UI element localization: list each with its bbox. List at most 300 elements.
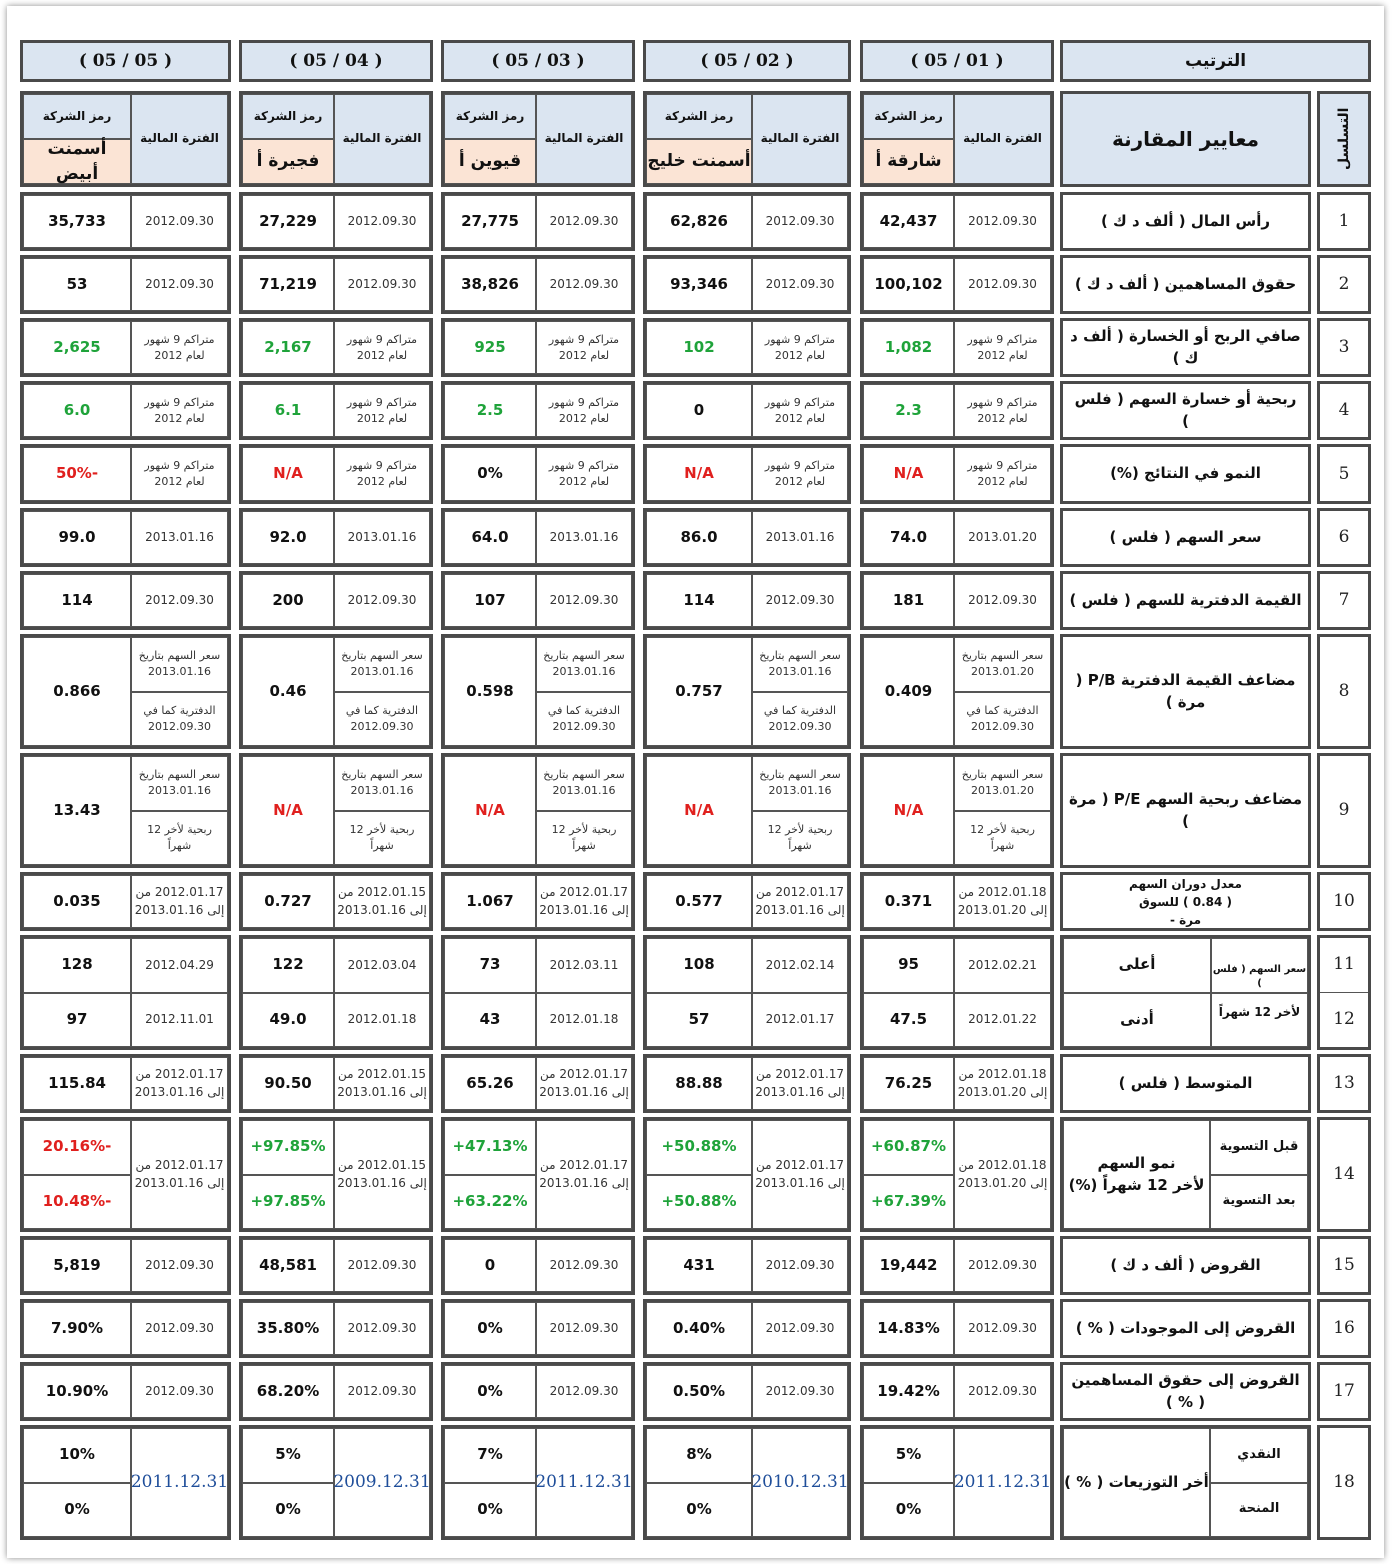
value-top: 50.88%+: [646, 1120, 752, 1175]
company-name: فجيرة أ: [242, 139, 334, 184]
from-date: 2012.01.17: [154, 1158, 224, 1173]
from-word: من: [135, 1158, 152, 1173]
data-cell: [643, 1054, 851, 1113]
distribution-date: 2011.12.31: [131, 1428, 228, 1537]
criteria-cell: [1060, 1299, 1311, 1358]
value: 431: [646, 1239, 752, 1292]
data-cell: [441, 1425, 635, 1540]
data-cell: [239, 935, 433, 1050]
book-date-note: [954, 692, 1051, 747]
note-line: لعام 2012: [154, 411, 205, 425]
data-cell: [20, 872, 231, 931]
criteria-label: القروض إلى الموجودات ( % ): [1075, 1318, 1296, 1337]
note-line: متراكم 9 شهور: [967, 395, 1038, 409]
value-top: 5%: [242, 1428, 334, 1483]
from-word: من: [755, 1067, 772, 1082]
from-date: 2012.01.15: [357, 885, 427, 900]
data-cell: [441, 1236, 635, 1295]
serial-cell: [1317, 381, 1371, 440]
distribution-date: 2011.12.31: [536, 1428, 632, 1537]
date-range: [752, 1120, 848, 1229]
to-date: 2013.01.20: [957, 902, 1027, 917]
value: 14.83%: [863, 1302, 954, 1355]
data-cell: [860, 1425, 1054, 1540]
value: 115.84: [23, 1057, 131, 1110]
date: 2012.09.30: [536, 1365, 632, 1418]
serial-cell: [1317, 1362, 1371, 1421]
data-cell: [441, 753, 635, 868]
value-low: 43: [444, 993, 536, 1048]
note-line: لعام 2012: [774, 475, 826, 488]
note-line: لعام 2012: [558, 411, 610, 425]
serial-number: 1: [1338, 211, 1350, 232]
from-date: 2012.01.15: [357, 1067, 427, 1082]
note-line: شهراً: [572, 838, 596, 852]
date-high: 2012.03.04: [334, 938, 430, 993]
fiscal-label: الفترة المالية: [131, 94, 228, 184]
criteria-label: نمو السهم: [1097, 1153, 1176, 1172]
note-line: 2013.01.16: [350, 665, 414, 679]
data-cell: [20, 381, 231, 440]
data-cell: [20, 1362, 231, 1421]
price-date-note: [334, 756, 430, 811]
data-cell: [441, 381, 635, 440]
data-cell: [643, 508, 851, 567]
data-cell: [441, 571, 635, 630]
serial-number: 16: [1333, 1318, 1355, 1339]
date-from: [338, 884, 426, 901]
note-line: 2013.01.20: [971, 665, 1034, 679]
period-note: [752, 321, 848, 374]
date-from: [135, 884, 223, 901]
date: 2012.09.30: [536, 258, 632, 311]
criteria-label-2: ( 0.84 ) للسوق: [1139, 894, 1232, 909]
to-word: إلى: [1030, 902, 1048, 917]
note-line: 2013.01.16: [768, 665, 832, 679]
to-word: إلى: [827, 1175, 845, 1190]
value-top: 97.85%+: [242, 1120, 334, 1175]
note-line: الدفترية كما في: [345, 703, 419, 717]
data-cell: [239, 381, 433, 440]
serial-number: 7: [1338, 590, 1350, 611]
data-cell: [20, 192, 231, 251]
criteria-label: [1063, 875, 1308, 928]
period-header-3: [441, 40, 635, 82]
value: 35.80%: [242, 1302, 334, 1355]
serial-cell: [1317, 444, 1371, 504]
date-to: [539, 902, 629, 919]
note-line: سعر السهم بتاريخ: [341, 768, 423, 782]
criteria-label: رأس المال ( ألف د ك ): [1100, 211, 1271, 230]
note-line: لعام 2012: [977, 348, 1028, 362]
date-range: [954, 1057, 1051, 1110]
price-date-note: [536, 637, 632, 692]
value: 102: [646, 321, 752, 374]
price-date-note: [131, 756, 228, 811]
from-date: 2012.01.18: [977, 885, 1047, 900]
value-top: 60.87%+: [863, 1120, 954, 1175]
serial-number: 6: [1338, 527, 1350, 548]
value: 90.50: [242, 1057, 334, 1110]
date-from: [540, 1066, 628, 1083]
serial-number: 8: [1338, 681, 1350, 702]
value: N/A: [646, 756, 752, 865]
to-date: 2013.01.16: [539, 1084, 608, 1099]
date-range: [131, 1120, 228, 1229]
date-to: [135, 1175, 225, 1192]
value: 38,826: [444, 258, 536, 311]
value: N/A: [444, 756, 536, 865]
date: 2012.09.30: [536, 1302, 632, 1355]
criteria-cell: [1060, 1117, 1311, 1232]
criteria-cell: [1060, 444, 1311, 504]
note-line: متراكم 9 شهور: [346, 332, 418, 346]
criteria-label: القروض ( ألف د ك ): [1110, 1255, 1261, 1274]
value-bottom: 0%: [646, 1483, 752, 1538]
criteria-label: صافي الربح أو الخسارة ( ألف د ك ): [1070, 326, 1301, 367]
data-cell: [239, 872, 433, 931]
date-range: [954, 1120, 1051, 1229]
criteria-sub-1: النقدي: [1210, 1428, 1308, 1483]
note-line: ربحية لأخر 12: [147, 822, 212, 836]
date: 2012.09.30: [954, 258, 1051, 311]
data-cell: [239, 1117, 433, 1232]
criteria-header: [1060, 91, 1311, 187]
note-line: الدفترية كما في: [763, 703, 837, 717]
from-date: 2012.01.18: [977, 1158, 1047, 1173]
criteria-cell: [1060, 1362, 1311, 1421]
date: 2012.09.30: [334, 1239, 430, 1292]
value: 53: [23, 258, 131, 311]
data-cell: [860, 192, 1054, 251]
period-note: [536, 447, 632, 501]
note-line: سعر السهم بتاريخ: [759, 649, 841, 663]
note-line: متراكم 9 شهور: [144, 459, 215, 473]
company-header-3: [441, 91, 635, 187]
data-cell: [239, 508, 433, 567]
to-date: 2013.01.16: [134, 902, 204, 917]
from-word: من: [755, 885, 772, 900]
from-word: من: [539, 885, 556, 900]
serial-cell: [1317, 255, 1371, 314]
period-header-4: [239, 40, 433, 82]
data-cell: [441, 1362, 635, 1421]
criteria-main: [1063, 1428, 1210, 1537]
note-line: لعام 2012: [774, 348, 826, 362]
company-header-4: [239, 91, 433, 187]
serial-cell: [1317, 1425, 1371, 1540]
data-cell: [643, 192, 851, 251]
book-date-note: [131, 692, 228, 747]
date: 2012.09.30: [954, 1239, 1051, 1292]
value: 64.0: [444, 511, 536, 564]
note-line: 2012.09.30: [971, 719, 1034, 733]
note-line: 2012.09.30: [768, 719, 832, 733]
note-line: الدفترية كما في: [143, 703, 216, 717]
data-cell: [20, 1236, 231, 1295]
data-cell: [860, 381, 1054, 440]
period-label: ( 05 / 01 ): [910, 50, 1004, 71]
data-cell: [643, 444, 851, 504]
value: N/A: [863, 447, 954, 501]
value: 0.409: [863, 637, 954, 746]
value: 5,819: [23, 1239, 131, 1292]
price-date-note: [954, 637, 1051, 692]
from-word: من: [135, 1067, 152, 1082]
fiscal-label: الفترة المالية: [954, 94, 1051, 184]
last12-label: لأخر 12 شهراً: [1211, 993, 1308, 1048]
date: 2012.09.30: [954, 1365, 1051, 1418]
criteria-cell: [1060, 508, 1311, 567]
value-low: 49.0: [242, 993, 334, 1048]
date-range: [334, 875, 430, 928]
value: 200: [242, 574, 334, 627]
serial-number: 11: [1320, 938, 1368, 993]
note-line: شهراً: [167, 838, 192, 852]
value: 48,581: [242, 1239, 334, 1292]
date-to: [539, 1175, 629, 1192]
data-cell: [643, 1236, 851, 1295]
data-cell: [441, 192, 635, 251]
criteria-cell: [1060, 1236, 1311, 1295]
note-line: ربحية لأخر 12: [970, 822, 1035, 836]
data-cell: [441, 872, 635, 931]
data-cell: [643, 255, 851, 314]
criteria-sub-1: قبل التسوية: [1210, 1120, 1308, 1175]
date-high: 2012.02.14: [752, 938, 848, 993]
note-line: ربحية لأخر 12: [349, 822, 415, 836]
data-cell: [441, 508, 635, 567]
serial-cell: [1317, 935, 1371, 1050]
data-cell: [643, 1299, 851, 1358]
data-cell: [20, 1299, 231, 1358]
data-cell: [441, 318, 635, 377]
value: 93,346: [646, 258, 752, 311]
from-date: 2012.01.17: [559, 1158, 629, 1173]
date: 2012.09.30: [752, 1302, 848, 1355]
from-word: من: [755, 1158, 772, 1173]
date-range: [334, 1120, 430, 1229]
company-header-5: [20, 91, 231, 187]
serial-cell: [1317, 192, 1371, 251]
value: N/A: [242, 756, 334, 865]
company-header-1: [860, 91, 1054, 187]
date: 2012.09.30: [752, 195, 848, 248]
data-cell: [20, 255, 231, 314]
date: 2012.09.30: [131, 1365, 228, 1418]
date: 2012.09.30: [334, 195, 430, 248]
note-line: سعر السهم بتاريخ: [341, 649, 423, 663]
serial-label: التسلسل: [1335, 107, 1352, 171]
data-cell: [860, 872, 1054, 931]
criteria-label: أخر التوزيعات ( % ): [1064, 1472, 1209, 1491]
date-high: 2012.03.11: [536, 938, 632, 993]
data-cell: [441, 1117, 635, 1232]
code-label: رمز الشركة: [444, 94, 536, 139]
data-cell: [643, 1425, 851, 1540]
date: 2013.01.16: [334, 511, 430, 564]
serial-cell: [1317, 508, 1371, 567]
to-date: 2013.01.16: [134, 1084, 204, 1099]
date-from: [958, 1157, 1046, 1174]
price-date-note: [752, 756, 848, 811]
code-label: رمز الشركة: [23, 94, 131, 139]
note-line: متراكم 9 شهور: [346, 459, 418, 473]
price-date-note: [131, 637, 228, 692]
from-word: من: [135, 885, 152, 900]
value: 1.067: [444, 875, 536, 928]
criteria-label: حقوق المساهمين ( ألف د ك ): [1074, 274, 1297, 293]
date: 2012.09.30: [752, 258, 848, 311]
criteria-cell: [1060, 255, 1311, 314]
data-cell: [20, 571, 231, 630]
date-to: [337, 1084, 427, 1101]
note-line: شهراً: [788, 838, 812, 852]
criteria-cell: [1060, 571, 1311, 630]
date-to: [135, 902, 225, 919]
data-cell: [860, 1054, 1054, 1113]
date-from: [756, 884, 844, 901]
criteria-label: مضاعف القيمة الدفترية P/B ( مرة ): [1075, 670, 1296, 711]
data-cell: [239, 634, 433, 749]
criteria-cell: [1060, 634, 1311, 749]
to-word: إلى: [207, 1084, 225, 1099]
criteria-cell: [1060, 381, 1311, 440]
company-header-2: [643, 91, 851, 187]
date-to: [755, 1084, 845, 1101]
value-bottom: 63.22%+: [444, 1175, 536, 1230]
value: 181: [863, 574, 954, 627]
value-top: 5%: [863, 1428, 954, 1483]
to-date: 2013.01.16: [337, 902, 406, 917]
date-from: [756, 1066, 844, 1083]
code-label: رمز الشركة: [646, 94, 752, 139]
value-top: 8%: [646, 1428, 752, 1483]
price-date-note: [954, 756, 1051, 811]
from-word: من: [337, 1067, 354, 1082]
criteria-label: ربحية أو خسارة السهم ( فلس ): [1074, 389, 1297, 430]
note-line: متراكم 9 شهور: [548, 459, 620, 473]
serial-cell: [1317, 318, 1371, 377]
to-date: 2013.01.20: [957, 1175, 1027, 1190]
value: 107: [444, 574, 536, 627]
data-cell: [643, 381, 851, 440]
date-from: [540, 884, 628, 901]
note-line: 2013.01.20: [971, 784, 1034, 798]
date: 2012.09.30: [752, 1239, 848, 1292]
note-line: سعر السهم بتاريخ: [961, 768, 1044, 782]
value: 0.577: [646, 875, 752, 928]
date-to: [135, 1084, 225, 1101]
value: 62,826: [646, 195, 752, 248]
to-date: 2013.01.16: [337, 1175, 406, 1190]
data-cell: [441, 1054, 635, 1113]
value: 92.0: [242, 511, 334, 564]
period-note: [334, 321, 430, 374]
period-note: [536, 321, 632, 374]
note-line: متراكم 9 شهور: [346, 395, 418, 409]
price-date-note: [752, 637, 848, 692]
value: 0.598: [444, 637, 536, 746]
serial-number: 15: [1333, 1255, 1355, 1276]
comparison-sheet: [7, 6, 1384, 1558]
to-word: إلى: [1030, 1084, 1048, 1099]
date: 2012.09.30: [131, 195, 228, 248]
date: 2012.09.30: [752, 1365, 848, 1418]
fiscal-label: الفترة المالية: [752, 94, 848, 184]
note-line: الدفترية كما في: [966, 703, 1039, 717]
value-bottom: 0%: [242, 1483, 334, 1538]
to-word: إلى: [409, 1175, 427, 1190]
criteria-cell: [1060, 1054, 1311, 1113]
date-low: 2012.01.17: [752, 993, 848, 1048]
data-cell: [643, 634, 851, 749]
value-low: 57: [646, 993, 752, 1048]
value: 2,625: [23, 321, 131, 374]
date: 2012.09.30: [954, 1302, 1051, 1355]
data-cell: [20, 1054, 231, 1113]
criteria-cell: [1060, 872, 1311, 931]
date-to: [755, 1175, 845, 1192]
value: 0: [646, 384, 752, 437]
period-label: ( 05 / 02 ): [700, 50, 794, 71]
note-line: لعام 2012: [356, 475, 408, 488]
distribution-date: 2010.12.31: [752, 1428, 848, 1537]
value: 1,082: [863, 321, 954, 374]
to-word: إلى: [611, 1084, 629, 1099]
value: 0%: [444, 447, 536, 501]
date: 2012.09.30: [131, 574, 228, 627]
data-cell: [643, 935, 851, 1050]
period-label: ( 05 / 03 ): [491, 50, 585, 71]
value: 42,437: [863, 195, 954, 248]
book-date-note: [334, 692, 430, 747]
distribution-date: 2011.12.31: [954, 1428, 1051, 1537]
value-low: 97: [23, 993, 131, 1048]
data-cell: [20, 508, 231, 567]
value: 35,733: [23, 195, 131, 248]
note-line: متراكم 9 شهور: [144, 332, 215, 346]
note-line: متراكم 9 شهور: [548, 395, 620, 409]
value: 0.371: [863, 875, 954, 928]
value: 19.42%: [863, 1365, 954, 1418]
fiscal-label: الفترة المالية: [536, 94, 632, 184]
to-date: 2013.01.16: [755, 1175, 824, 1190]
value: 2.3: [863, 384, 954, 437]
serial-cell: [1317, 753, 1371, 868]
from-date: 2012.01.17: [154, 885, 224, 900]
period-note: [752, 384, 848, 437]
date-to: [755, 902, 845, 919]
book-date-note: [752, 692, 848, 747]
serial-number: 10: [1333, 891, 1355, 912]
note-line: لعام 2012: [774, 411, 826, 425]
profit-note: [752, 811, 848, 866]
value-bottom: 0%: [863, 1483, 954, 1538]
distribution-date: 2009.12.31: [334, 1428, 430, 1537]
serial-number: 4: [1338, 400, 1350, 421]
date: 2012.09.30: [334, 1302, 430, 1355]
date: 2013.01.16: [752, 511, 848, 564]
value: 0%: [444, 1302, 536, 1355]
from-word: من: [958, 885, 975, 900]
ranking-label: الترتيب: [1184, 50, 1247, 71]
value-bottom: 50.88%+: [646, 1175, 752, 1230]
value-top: 7%: [444, 1428, 536, 1483]
value: N/A: [646, 447, 752, 501]
value-bottom: -10.48%: [23, 1175, 131, 1230]
value-top: 10%: [23, 1428, 131, 1483]
